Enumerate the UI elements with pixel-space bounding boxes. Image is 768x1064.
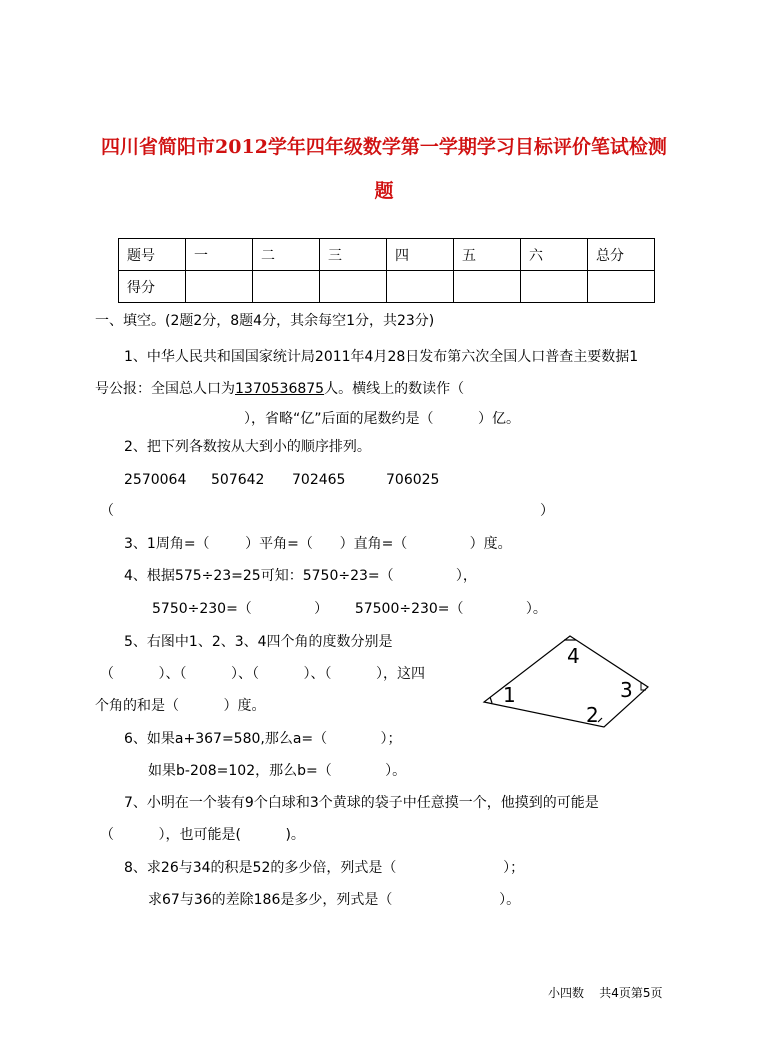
question-1-line-3: ），省略“亿”后面的尾数约是（ ）亿。	[244, 411, 521, 427]
table-cell: 四	[387, 239, 454, 271]
table-cell: 三	[320, 239, 387, 271]
table-row	[119, 271, 655, 303]
table-cell: 五	[454, 239, 521, 271]
table-cell: 一	[186, 239, 253, 271]
page-footer: 小四数 共4页第5页	[548, 986, 663, 1000]
question-1-text: 人。横线上的数读作（	[324, 381, 465, 397]
quadrilateral-figure	[478, 630, 654, 730]
table-cell	[320, 271, 387, 303]
table-cell	[588, 271, 655, 303]
number-item: 507642	[211, 472, 265, 488]
question-6-line-2: 如果b-208=102，那么b=（ ）。	[148, 763, 407, 779]
question-8-line-2: 求67与36的差除186是多少，列式是（ ）。	[148, 892, 521, 908]
question-4-line-1: 4、根据575÷23=25可知：5750÷23=（ ），	[124, 568, 477, 584]
question-1-text: 号公报：全国总人口为	[95, 381, 235, 397]
table-cell: 题号	[119, 239, 186, 271]
question-5-line-3: 个角的和是（ ）度。	[95, 698, 266, 714]
table-cell	[186, 271, 253, 303]
answer-open-paren: （	[100, 503, 114, 519]
table-cell: 六	[521, 239, 588, 271]
number-item: 2570064	[124, 472, 187, 488]
question-5-line-2: （ ）、（ ）、（ ）、（ ），这四	[100, 666, 426, 682]
section-heading: 一、填空。(2题2分，8题4分，其余每空1分，共23分)	[95, 313, 435, 329]
number-item: 706025	[386, 472, 440, 488]
question-3: 3、1周角=（ ）平角=（ ）直角=（ ）度。	[124, 536, 512, 552]
population-number: 1370536875	[235, 381, 325, 397]
table-cell	[387, 271, 454, 303]
table-cell: 得分	[119, 271, 186, 303]
question-2-line-1: 2、把下列各数按从大到小的顺序排列。	[124, 439, 371, 455]
question-1-line-1: 1、中华人民共和国国家统计局2011年4月28日发布第六次全国人口普查主要数据1	[124, 349, 639, 365]
angle-3-label: 3	[620, 678, 633, 702]
table-cell	[253, 271, 320, 303]
number-item: 702465	[292, 472, 346, 488]
question-6-line-1: 6、如果a+367=580,那么a=（ ）；	[124, 731, 402, 747]
table-row	[119, 239, 655, 271]
question-7-line-2: （ ），也可能是( )。	[100, 827, 305, 843]
question-7-line-1: 7、小明在一个装有9个白球和3个黄球的袋子中任意摸一个，他摸到的可能是	[124, 795, 599, 811]
question-1-line-2	[95, 380, 464, 398]
page-title: 四川省简阳市2012学年四年级数学第一学期学习目标评价笔试检测	[101, 136, 667, 158]
score-table	[118, 238, 655, 303]
table-cell: 二	[253, 239, 320, 271]
angle-4-label: 4	[567, 644, 580, 668]
answer-close-paren: ）	[540, 503, 554, 519]
angle-1-label: 1	[503, 683, 516, 707]
question-5-line-1: 5、右图中1、2、3、4四个角的度数分别是	[124, 634, 393, 650]
page-title-continued: 题	[374, 180, 394, 202]
table-cell	[521, 271, 588, 303]
table-cell: 总分	[588, 239, 655, 271]
angle-2-label: 2	[586, 703, 599, 727]
table-cell	[454, 271, 521, 303]
question-4-line-2: 5750÷230=（ ） 57500÷230=（ ）。	[152, 601, 547, 617]
question-8-line-1: 8、求26与34的积是52的多少倍，列式是（ ）；	[124, 860, 525, 876]
